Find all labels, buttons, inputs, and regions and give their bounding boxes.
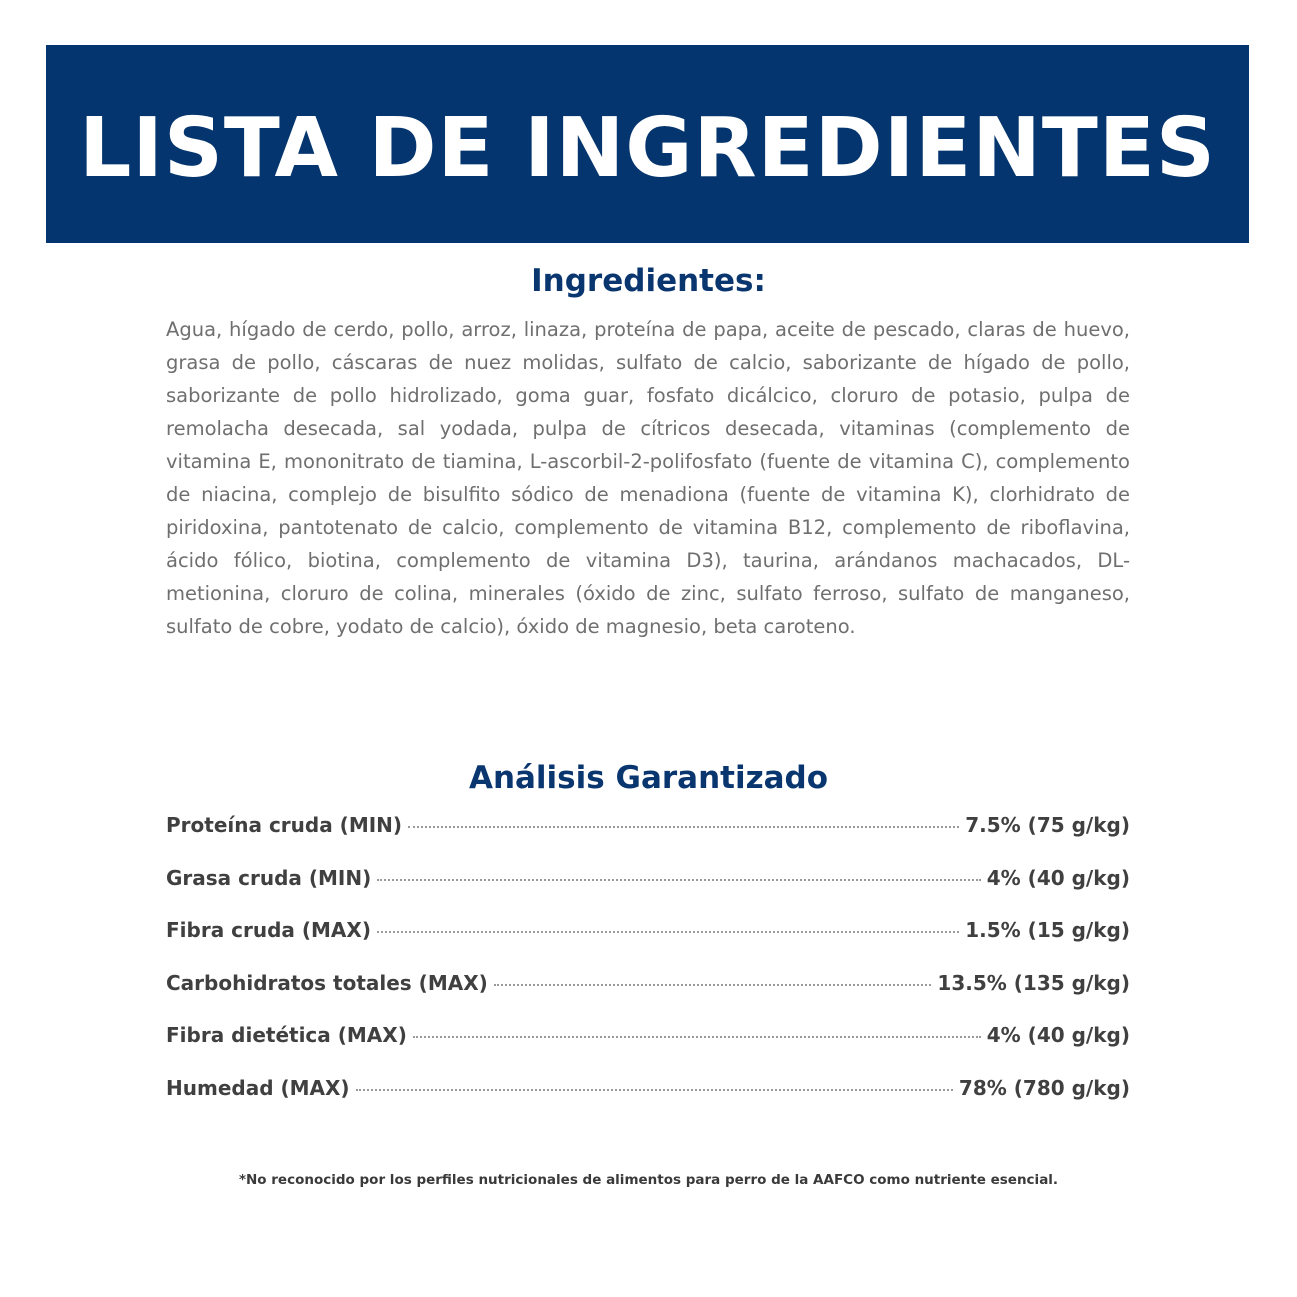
dot-leader [413, 1036, 981, 1038]
analysis-row-carbohydrates [166, 971, 1130, 1024]
guaranteed-analysis-table [166, 813, 1130, 1128]
ingredients-heading: Ingredientes: [531, 263, 766, 299]
dot-leader [408, 826, 959, 828]
analysis-label: Humedad (MAX) [166, 1075, 350, 1100]
analysis-row-protein [166, 813, 1130, 866]
analysis-value: 4% (40 g/kg) [986, 1023, 1130, 1047]
analysis-label: Carbohidratos totales (MAX) [166, 970, 488, 995]
analysis-label: Fibra cruda (MAX) [166, 918, 371, 942]
title-banner [46, 45, 1249, 243]
dot-leader [377, 879, 981, 881]
footnote: *No reconocido por los perfiles nutricionales de alimentos para perro de la AAFCO como nutriente esencial. [238, 1172, 1059, 1188]
analysis-value: 7.5% (75 g/kg) [965, 813, 1130, 837]
analysis-row-fat [166, 866, 1130, 919]
dot-leader [356, 1089, 953, 1091]
analysis-value: 13.5% (135 g/kg) [937, 970, 1130, 995]
page-title: LISTA DE INGREDIENTES [79, 100, 1216, 196]
dot-leader [494, 984, 932, 986]
analysis-label: Proteína cruda (MIN) [166, 813, 403, 837]
analysis-row-dietary-fiber [166, 1023, 1130, 1076]
analysis-heading: Análisis Garantizado [468, 760, 829, 796]
analysis-value: 78% (780 g/kg) [958, 1075, 1130, 1100]
analysis-value: 4% (40 g/kg) [986, 865, 1130, 890]
analysis-label: Grasa cruda (MIN) [166, 865, 372, 890]
analysis-label: Fibra dietética (MAX) [166, 1023, 407, 1047]
analysis-row-crude-fiber [166, 918, 1130, 971]
dot-leader [377, 931, 959, 933]
analysis-row-moisture [166, 1076, 1130, 1129]
analysis-value: 1.5% (15 g/kg) [965, 918, 1130, 942]
ingredients-list: Agua, hígado de cerdo, pollo, arroz, linaza, proteína de papa, aceite de pescado, claras de huevo, grasa de pollo, cáscaras de nuez molidas, sulfato de calcio, saborizante de hígado de pollo, saborizante de pollo hidrolizado, goma guar, fosfato dicálcico, cloruro de potasio, pulpa de remolacha desecada, sal yodada, pulpa de cítricos desecada, vitaminas (complemento de vitamina E, mononitrato de tiamina, L-ascorbil-2-polifosfato (fuente de vitamina C), complemento de niacina, complejo de bisulfito sódico de menadiona (fuente de vitamina K), clorhidrato de piridoxina, pantotenato de calcio, complemento de vitamina B12, complemento de riboflavina, ácido fólico, biotina, complemento de vitamina D3), taurina, arándanos machacados, DL-metionina, cloruro de colina, minerales (óxido de zinc, sulfato ferroso, sulfato de manganeso, sulfato de cobre, yodato de calcio), óxido de magnesio, beta caroteno. [166, 318, 1130, 638]
